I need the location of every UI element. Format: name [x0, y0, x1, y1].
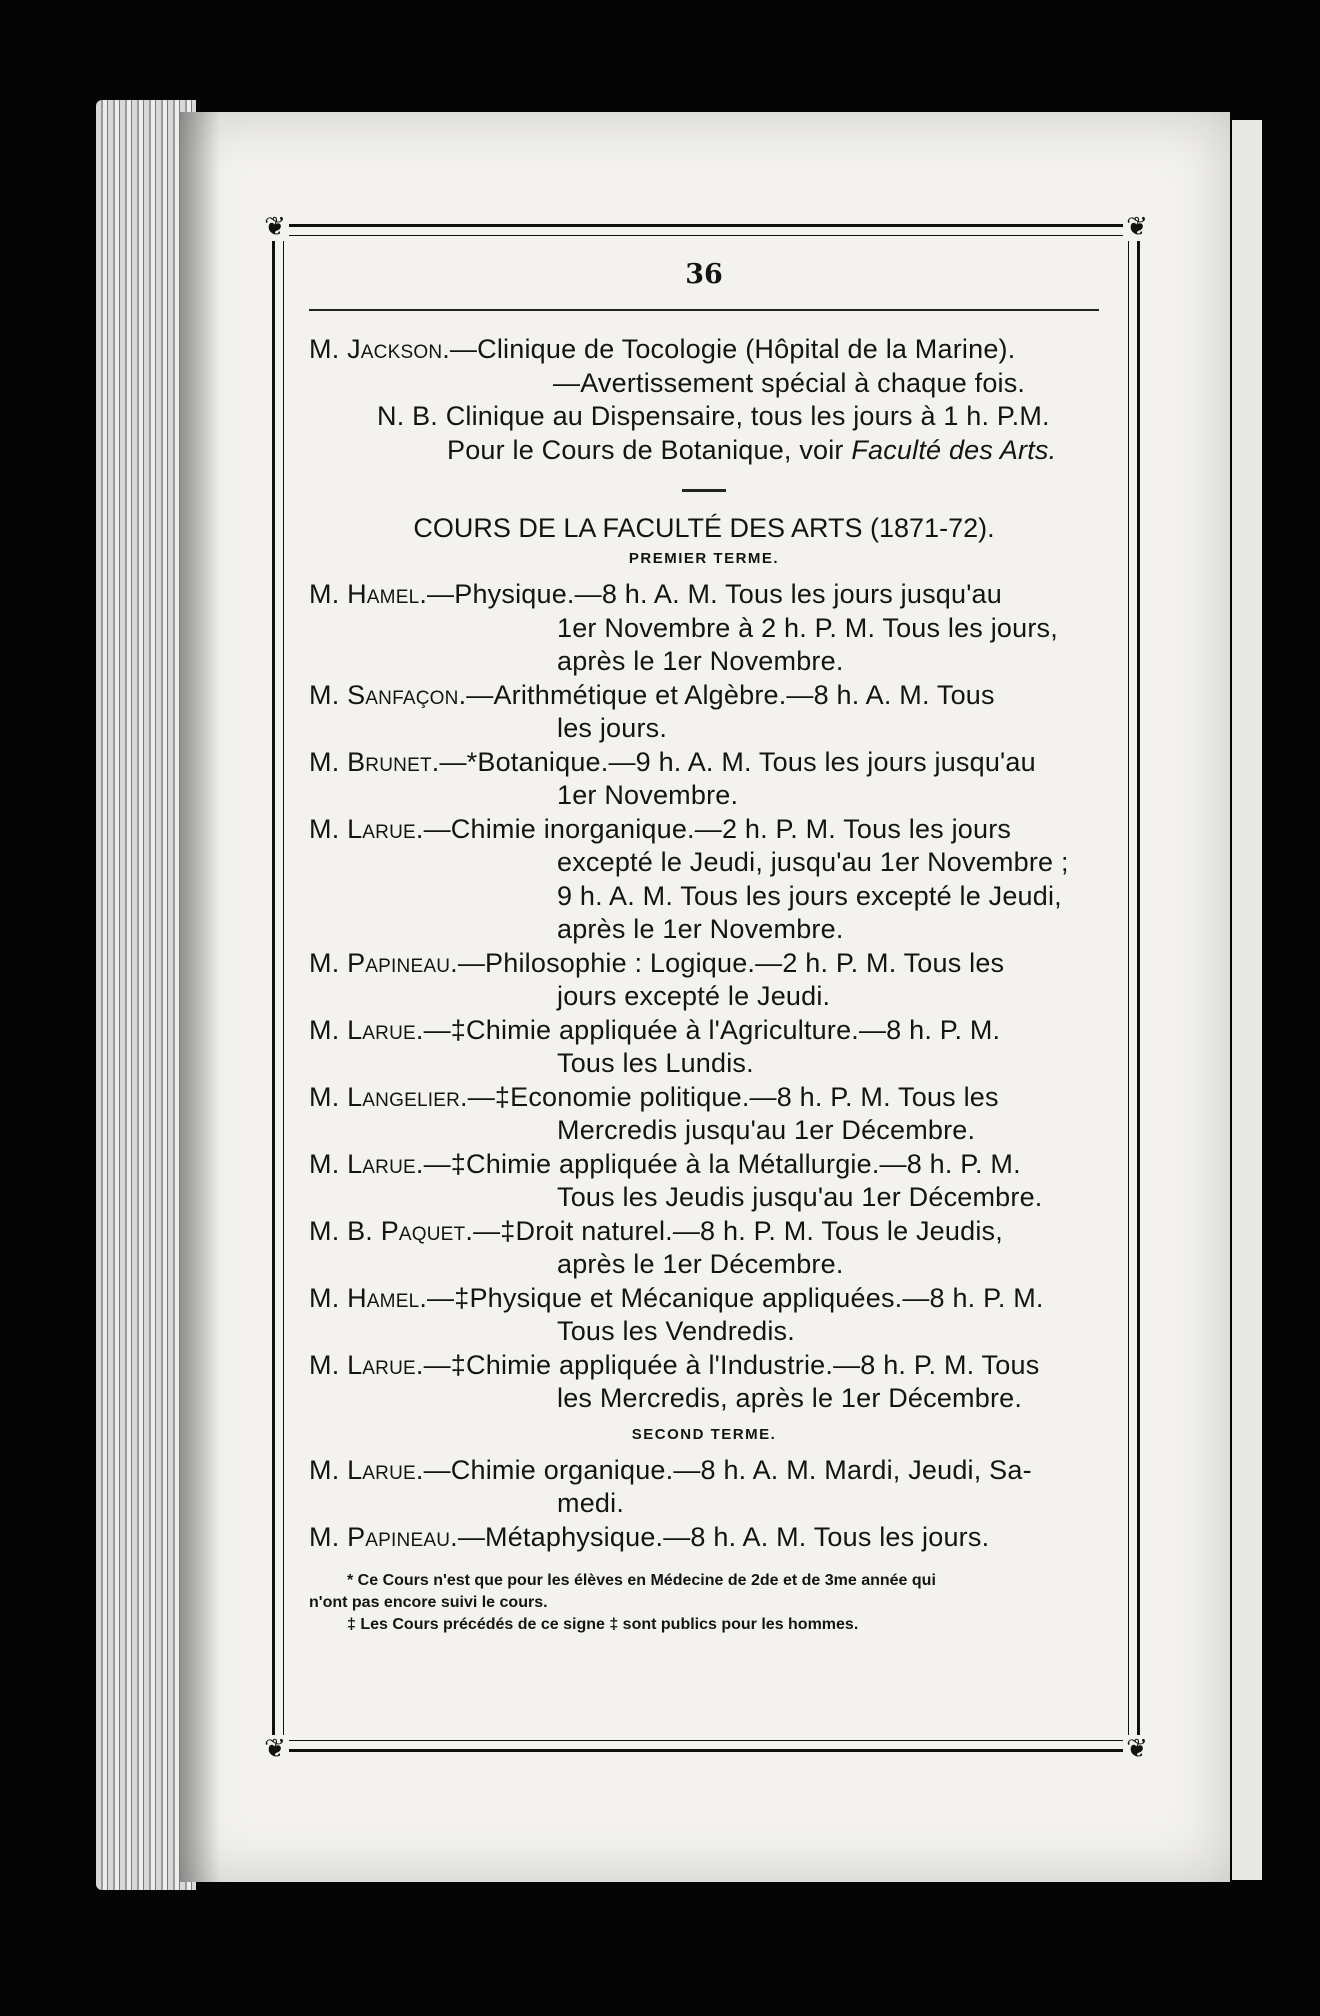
entry — [309, 679, 1099, 713]
professor-name: M. Larue — [309, 1454, 416, 1485]
professor-name: M. Papineau — [309, 947, 451, 978]
course-text: .—Philosophie : Logique.—2 h. P. M. Tous les — [450, 947, 1005, 978]
entry-continuation: Tous les Jeudis jusqu'au 1er Décembre. — [557, 1182, 1043, 1212]
entry-continuation: 1er Novembre à 2 h. P. M. Tous les jours, — [557, 612, 1058, 643]
professor-name: M. Larue — [309, 1349, 416, 1380]
course-text: .—‡Droit naturel.—8 h. P. M. Tous le Jeudis, — [465, 1215, 1003, 1246]
professor-name: M. Hamel — [309, 1282, 420, 1313]
term-heading-second: SECOND TERME. — [631, 1425, 777, 1443]
footnote-double-dagger: ‡ Les Cours précédés de ce signe ‡ sont publics pour les hommes. — [347, 1616, 859, 1633]
book-page — [180, 112, 1230, 1882]
entry-continuation: après le 1er Novembre. — [557, 914, 844, 944]
course-text: .—Chimie inorganique.—2 h. P. M. Tous les jours — [415, 813, 1012, 844]
header-rule — [309, 309, 1099, 311]
botanique-note-italic: Faculté des Arts. — [851, 434, 1057, 465]
entry-continuation: medi. — [557, 1488, 625, 1518]
entry-continuation: Tous les Lundis. — [557, 1048, 754, 1078]
course-text: .—Clinique de Tocologie (Hôpital de la Marine). — [442, 334, 1016, 364]
entry — [309, 1454, 1099, 1488]
entry-continuation: les Mercredis, après le 1er Décembre. — [557, 1383, 1023, 1413]
entry-continuation: jours excepté le Jeudi. — [557, 981, 831, 1011]
course-text: .—‡Chimie appliquée à l'Agriculture.—8 h. P. M. — [415, 1014, 1001, 1045]
course-text: .—Chimie organique.—8 h. A. M. Mardi, Jeudi, Sa- — [415, 1454, 1032, 1485]
professor-name: M. Sanfaçon — [309, 679, 459, 710]
term-heading-first: PREMIER TERME. — [628, 550, 780, 567]
corner-ornament-icon: ❦ — [1123, 1735, 1151, 1763]
professor-name: M. B. Paquet — [309, 1215, 466, 1246]
footnote-asterisk-cont: n'ont pas encore suivi le cours. — [309, 1594, 548, 1611]
course-text: .—*Botanique.—9 h. A. M. Tous les jours jusqu'au — [431, 746, 1036, 777]
entry — [309, 1148, 1099, 1182]
entry — [309, 1014, 1099, 1048]
botanique-note-text: Pour le Cours de Botanique, voir — [447, 434, 852, 465]
entry-continuation: les jours. — [557, 713, 668, 743]
entry — [309, 578, 1099, 612]
professor-name: M. Hamel — [309, 579, 420, 609]
professor-name: M. Langelier — [309, 1081, 460, 1112]
corner-ornament-icon: ❦ — [261, 1735, 289, 1763]
entry-continuation: excepté le Jeudi, jusqu'au 1er Novembre ; — [557, 847, 1069, 877]
corner-ornament-icon: ❦ — [1123, 213, 1151, 241]
spine-shadow — [180, 112, 220, 1882]
professor-name: M. Larue — [309, 1148, 416, 1179]
section-heading: COURS DE LA FACULTÉ DES ARTS (1871-72). — [413, 513, 995, 543]
professor-name: M. Brunet — [309, 746, 432, 777]
course-text: .—‡Chimie appliquée à l'Industrie.—8 h. P. M. Tous — [415, 1349, 1040, 1380]
professor-name: M. Larue — [309, 813, 416, 844]
entry — [309, 746, 1099, 780]
botanique-note — [309, 434, 1099, 468]
section-rule — [682, 489, 726, 492]
nb-note: N. B. Clinique au Dispensaire, tous les jours à 1 h. P.M. — [377, 401, 1050, 431]
entry — [309, 1215, 1099, 1249]
footnote-asterisk: * Ce Cours n'est que pour les élèves en Médecine de 2de et de 3me année qui — [347, 1572, 936, 1589]
course-text: .—‡Economie politique.—8 h. P. M. Tous les — [460, 1081, 999, 1112]
entry — [309, 1081, 1099, 1115]
page-content — [309, 255, 1099, 1636]
course-text: .—Arithmétique et Algèbre.—8 h. A. M. Tous — [458, 679, 995, 710]
entry — [309, 813, 1099, 847]
entry — [309, 1521, 1099, 1555]
entry — [309, 1349, 1099, 1383]
entry-continuation: Mercredis jusqu'au 1er Décembre. — [557, 1115, 976, 1145]
entry-continuation: après le 1er Décembre. — [557, 1249, 844, 1279]
entry — [309, 947, 1099, 981]
course-text: .—‡Chimie appliquée à la Métallurgie.—8 h. P. M. — [415, 1148, 1021, 1179]
professor-name: M. Larue — [309, 1014, 416, 1045]
course-text: .—‡Physique et Mécanique appliquées.—8 h. P. M. — [419, 1282, 1044, 1313]
next-page-edge — [1232, 120, 1262, 1880]
entry-continuation: après le 1er Novembre. — [557, 646, 844, 676]
entry — [309, 1282, 1099, 1316]
professor-name: M. Jackson — [309, 334, 443, 364]
course-text: .—Physique.—8 h. A. M. Tous les jours jusqu'au — [419, 579, 1002, 609]
page-number: 36 — [685, 259, 723, 290]
entry-continuation: Tous les Vendredis. — [557, 1316, 795, 1346]
course-text: .—Métaphysique.—8 h. A. M. Tous les jours. — [450, 1521, 990, 1552]
entry-continuation: 9 h. A. M. Tous les jours excepté le Jeudi, — [557, 880, 1062, 911]
entry-continuation: —Avertissement spécial à chaque fois. — [553, 367, 1026, 398]
professor-name: M. Papineau — [309, 1521, 451, 1552]
corner-ornament-icon: ❦ — [261, 213, 289, 241]
entry-jackson — [309, 333, 1099, 367]
entry-continuation: 1er Novembre. — [557, 780, 739, 810]
page-border — [264, 212, 1148, 1764]
